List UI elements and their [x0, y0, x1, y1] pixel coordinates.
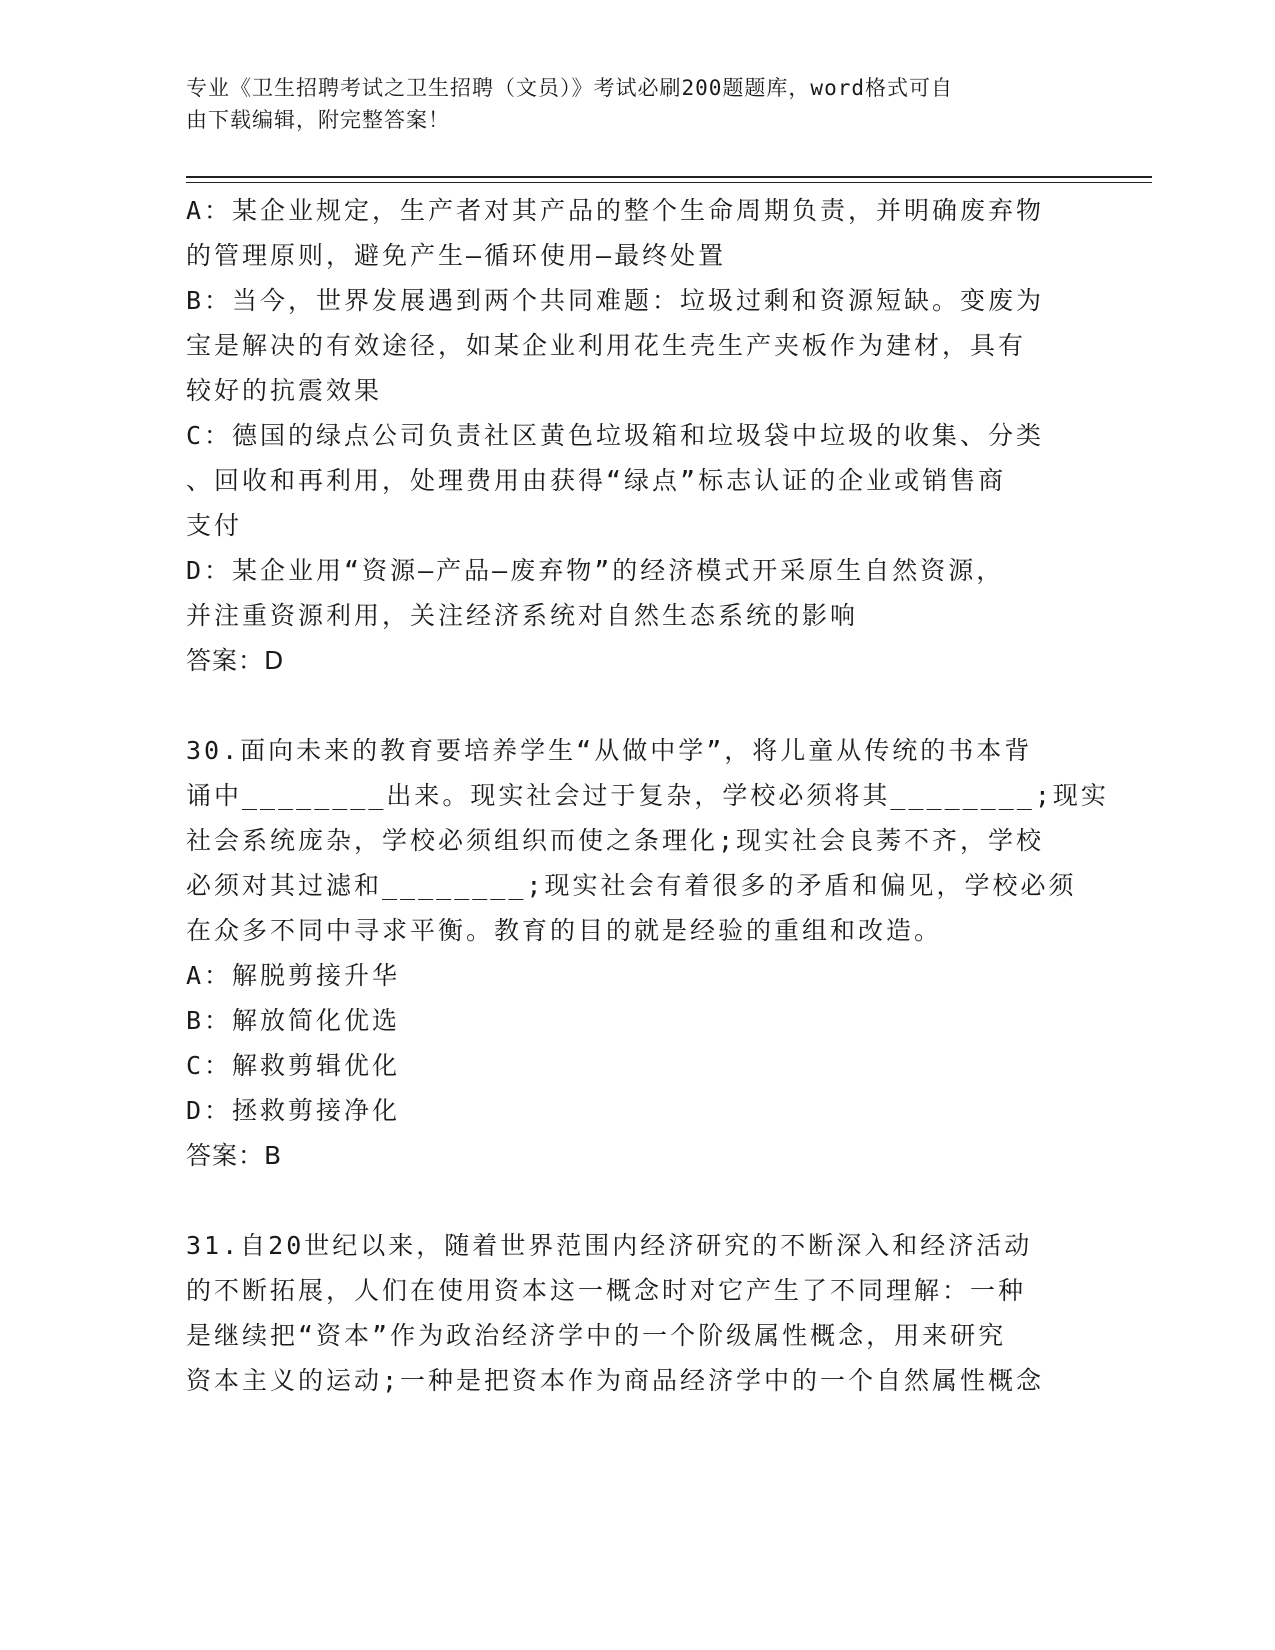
question-31 — [186, 1223, 1086, 1403]
q29-option-a-line-2: 的管理原则，避免产生—循环使用—最终处置 — [186, 241, 727, 270]
q29-option-b-line-2: 宝是解决的有效途径，如某企业利用花生壳生产夹板作为建材，具有 — [186, 331, 1027, 360]
q30-option-d: D：拯救剪接净化 — [186, 1096, 401, 1125]
q29-option-b-line-3: 较好的抗震效果 — [186, 376, 383, 405]
q31-stem-line-2: 的不断拓展，人们在使用资本这一概念时对它产生了不同理解：一种 — [186, 1276, 1027, 1305]
q30-option-b: B：解放简化优选 — [186, 1006, 401, 1035]
q29-option-b — [186, 278, 1086, 413]
q31-stem-line-1: 31.自20世纪以来，随着世界范围内经济研究的不断深入和经济活动 — [186, 1231, 1033, 1260]
q30-stem-line-5: 在众多不同中寻求平衡。教育的目的就是经验的重组和改造。 — [186, 916, 943, 945]
question-content — [186, 188, 1109, 1403]
q31-stem-line-4: 资本主义的运动;一种是把资本作为商品经济学中的一个自然属性概念 — [186, 1366, 1045, 1395]
question-30 — [186, 728, 1109, 1178]
q31-stem — [186, 1223, 1086, 1403]
header-divider — [186, 176, 1152, 183]
q29-option-b-line-1: B：当今，世界发展遇到两个共同难题：垃圾过剩和资源短缺。变废为 — [186, 286, 1045, 315]
question-spacer — [186, 683, 1086, 728]
q30-stem-line-2: 诵中________出来。现实社会过于复杂，学校必须将其________;现实 — [186, 781, 1109, 810]
question-29-options — [186, 188, 1086, 683]
q29-option-c-line-1: C：德国的绿点公司负责社区黄色垃圾箱和垃圾袋中垃圾的收集、分类 — [186, 421, 1045, 450]
q30-option-a: A：解脱剪接升华 — [186, 961, 401, 990]
q31-stem-line-3: 是继续把“资本”作为政治经济学中的一个阶级属性概念，用来研究 — [186, 1321, 1007, 1350]
q30-stem-line-1: 30.面向未来的教育要培养学生“从做中学”，将儿童从传统的书本背 — [186, 736, 1033, 765]
q29-answer: 答案：D — [186, 646, 285, 675]
q29-option-c-line-2: 、回收和再利用，处理费用由获得“绿点”标志认证的企业或销售商 — [186, 466, 1007, 495]
q30-stem-line-3: 社会系统庞杂，学校必须组织而使之条理化;现实社会良莠不齐，学校 — [186, 826, 1045, 855]
question-spacer — [186, 1178, 1086, 1223]
document-header — [186, 72, 1066, 136]
header-title-line-2: 由下载编辑，附完整答案！ — [186, 108, 450, 132]
q29-option-a-line-1: A：某企业规定，生产者对其产品的整个生命周期负责，并明确废弃物 — [186, 196, 1045, 225]
q30-stem — [186, 728, 1109, 953]
q29-option-d — [186, 548, 1086, 638]
q30-stem-line-4: 必须对其过滤和________;现实社会有着很多的矛盾和偏见，学校必须 — [186, 871, 1077, 900]
q29-option-d-line-2: 并注重资源利用，关注经济系统对自然生态系统的影响 — [186, 601, 859, 630]
q29-option-a — [186, 188, 1086, 278]
q29-option-c-line-3: 支付 — [186, 511, 243, 540]
q30-answer: 答案：B — [186, 1141, 283, 1170]
header-title-line-1: 专业《卫生招聘考试之卫生招聘（文员）》考试必刷200题题库，word格式可自 — [186, 76, 953, 100]
q30-option-c: C：解救剪辑优化 — [186, 1051, 401, 1080]
q29-option-c — [186, 413, 1086, 548]
q29-option-d-line-1: D：某企业用“资源—产品—废弃物”的经济模式开采原生自然资源， — [186, 556, 1005, 585]
